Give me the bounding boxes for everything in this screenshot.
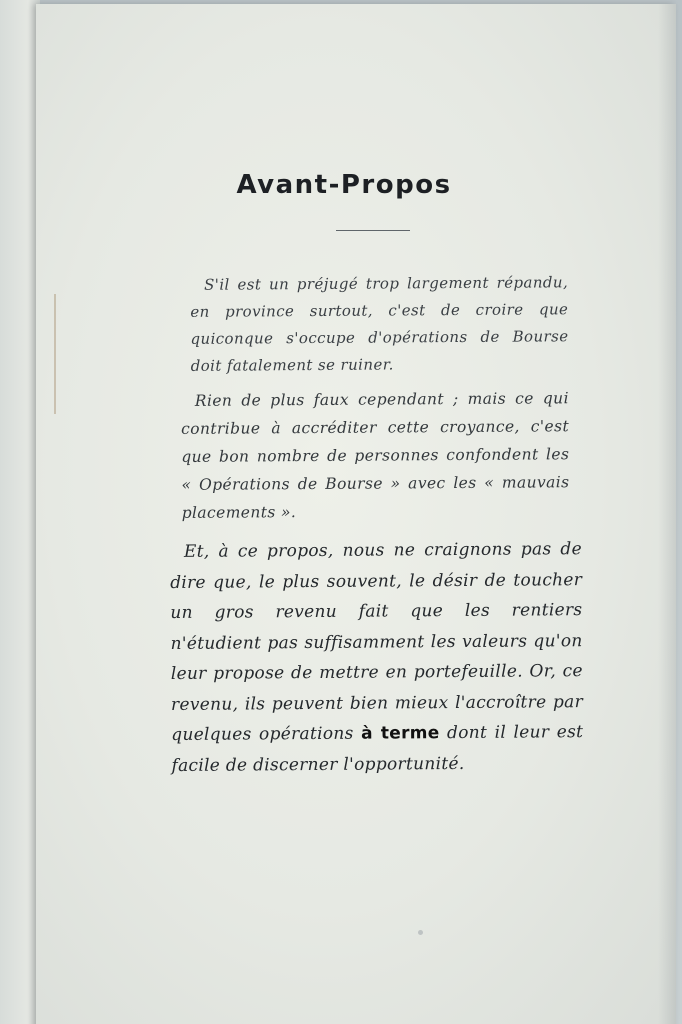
page-title: Avant-Propos <box>236 170 452 200</box>
paragraph-2-text: Rien de plus faux cependant ; mais ce qui contribue à accréditer cette croyance, c'est que bon nombre de personnes confondent les « Opérations de Bourse » avec les « mauvais placements ». <box>181 389 570 522</box>
paragraph-1 <box>190 269 569 380</box>
page-shadow <box>658 4 676 1024</box>
gutter-stain <box>54 294 56 414</box>
paragraph-2 <box>181 384 570 527</box>
paragraph-1-text: S'il est un préjugé trop largement répandu, en province surtout, c'est de croire que quiconque s'occupe d'opérations de Bourse doit fatalement se ruiner. <box>190 273 569 375</box>
title-divider <box>336 230 410 231</box>
paragraph-3-text-start: Et, à ce propos, nous ne craignons pas de dire que, le plus souvent, le désir de toucher un gros revenu fait que les rentiers n'étudient pas suffisamment les valeurs qu'on leur propose de mettre en portefeuille. Or, ce revenu, ils peuvent bien mieux l'accroître par quelques opérations <box>170 539 584 745</box>
facing-page-edge <box>0 0 40 1024</box>
emphasized-term: à terme <box>361 723 440 744</box>
paragraph-3-text-end: dont il leur est facile de discerner l'opportunité. <box>171 722 584 776</box>
paper-speck <box>418 930 423 935</box>
paragraph-3 <box>170 534 584 781</box>
foreword-body <box>168 269 590 781</box>
